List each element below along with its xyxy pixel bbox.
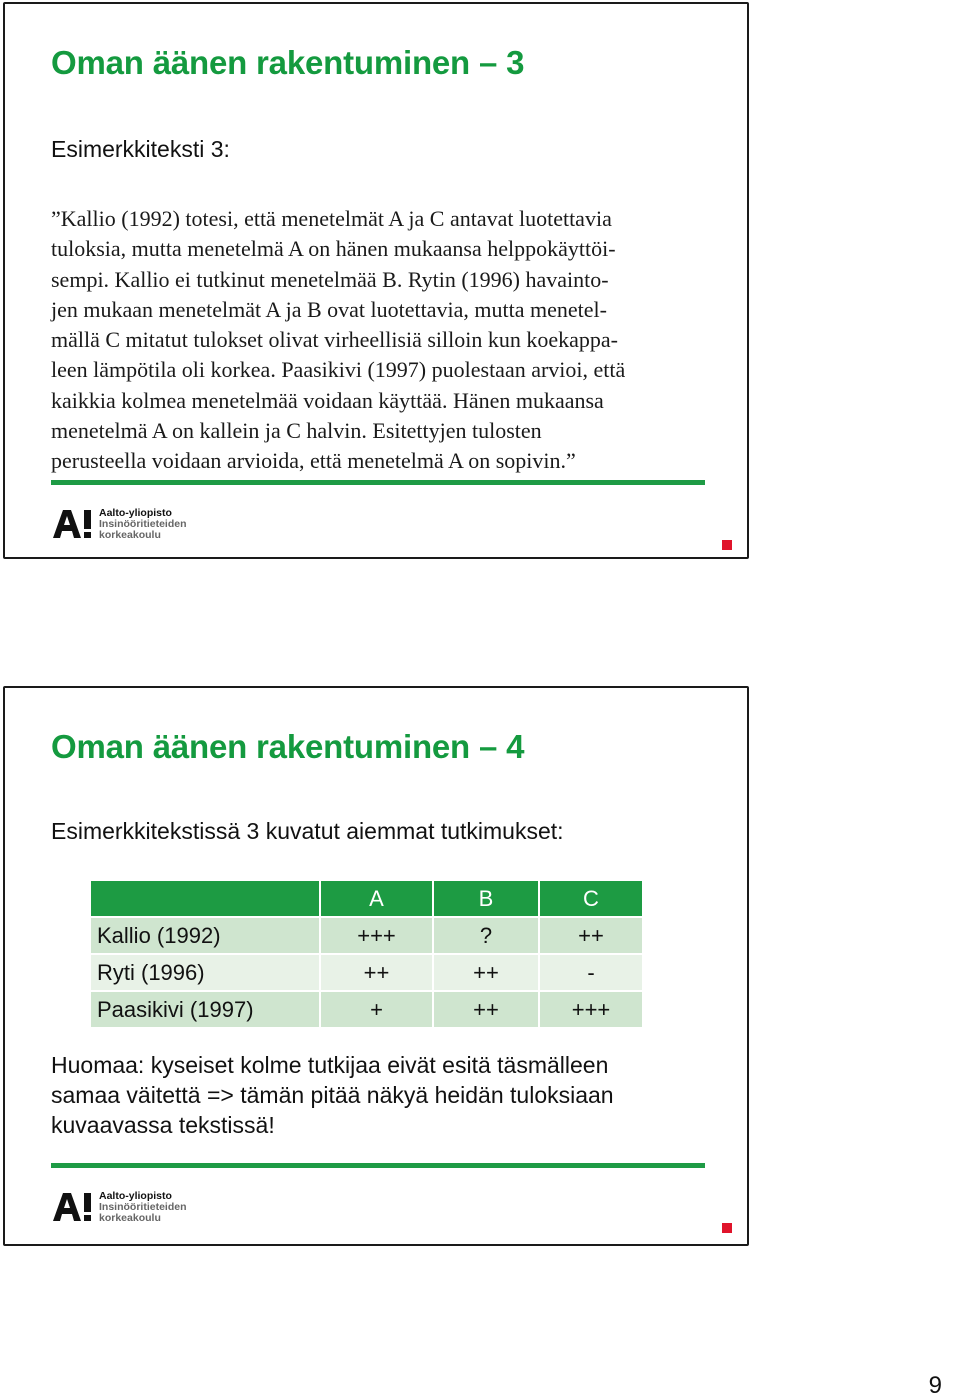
quote-line: perusteella voidaan arvioida, että menetelmä A on sopivin.” — [51, 448, 576, 474]
logo-line-2: Insinööritieteiden — [99, 1201, 187, 1213]
quote-line: menetelmä A on kallein ja C halvin. Esitettyjen tulosten — [51, 418, 542, 444]
quote-line: mällä C mitatut tulokset olivat virheellisiä silloin kun koekappa- — [51, 327, 619, 353]
divider-rule — [51, 480, 705, 485]
table-cell: +++ — [321, 918, 434, 955]
aalto-a-mark-icon — [51, 1191, 95, 1223]
page-number: 9 — [928, 1372, 942, 1399]
aalto-a-mark-icon — [51, 508, 95, 540]
research-table — [91, 881, 644, 1029]
table-cell: ++ — [321, 955, 434, 992]
logo-line-1: Aalto-yliopisto — [99, 1190, 172, 1202]
logo-line-3: korkeakoulu — [99, 529, 161, 541]
note-line: samaa väitettä => tämän pitää näkyä heidän tuloksiaan — [51, 1082, 614, 1108]
quote-line: ”Kallio (1992) totesi, että menetelmät A ja C antavat luotettavia — [51, 206, 612, 231]
note-text — [51, 1050, 711, 1140]
logo-text — [99, 1191, 187, 1224]
table-header-cell: A — [321, 881, 434, 918]
quote-line: tuloksia, mutta menetelmä A on hänen mukaansa helppokäyttöi- — [51, 236, 616, 262]
example-quote — [51, 204, 711, 477]
table-header-cell: B — [434, 881, 540, 918]
logo-text — [99, 508, 187, 541]
table-cell: ? — [434, 918, 540, 955]
table-row — [91, 992, 644, 1029]
slide-subtitle: Esimerkkiteksti 3: — [51, 136, 230, 162]
table-row — [91, 955, 644, 992]
slide-title: Oman äänen rakentuminen – 4 — [51, 728, 525, 765]
slide-4 — [3, 686, 749, 1246]
quote-line: jen mukaan menetelmät A ja B ovat luotettavia, mutta menetel- — [51, 296, 607, 322]
quote-line: leen lämpötila oli korkea. Paasikivi (1997) puolestaan arvioi, että — [51, 357, 626, 383]
table-cell: Paasikivi (1997) — [91, 992, 321, 1029]
table-cell: +++ — [540, 992, 644, 1029]
slide-3 — [3, 2, 749, 559]
table-header-cell: C — [540, 881, 644, 918]
quote-line: kaikkia kolmea menetelmää voidaan käyttää. Hänen mukaansa — [51, 387, 604, 413]
table-header-row — [91, 881, 644, 918]
slide-subtitle: Esimerkkitekstissä 3 kuvatut aiemmat tutkimukset: — [51, 818, 564, 844]
table-cell: - — [540, 955, 644, 992]
table-cell: ++ — [434, 992, 540, 1029]
quote-line: sempi. Kallio ei tutkinut menetelmää B. Rytin (1996) havainto- — [51, 266, 609, 292]
table-cell: Kallio (1992) — [91, 918, 321, 955]
table-cell: + — [321, 992, 434, 1029]
table-cell: ++ — [540, 918, 644, 955]
table-header-cell — [91, 881, 321, 918]
table-cell: ++ — [434, 955, 540, 992]
logo-line-3: korkeakoulu — [99, 1212, 161, 1224]
red-square-marker — [722, 540, 732, 550]
red-square-marker — [722, 1223, 732, 1233]
slide-title: Oman äänen rakentuminen – 3 — [51, 44, 525, 81]
table-row — [91, 918, 644, 955]
note-line: Huomaa: kyseiset kolme tutkijaa eivät esitä täsmälleen — [51, 1052, 609, 1078]
note-line: kuvaavassa tekstissä! — [51, 1112, 275, 1138]
logo-line-2: Insinööritieteiden — [99, 518, 187, 530]
logo-line-1: Aalto-yliopisto — [99, 507, 172, 519]
divider-rule — [51, 1163, 705, 1168]
table-cell: Ryti (1996) — [91, 955, 321, 992]
